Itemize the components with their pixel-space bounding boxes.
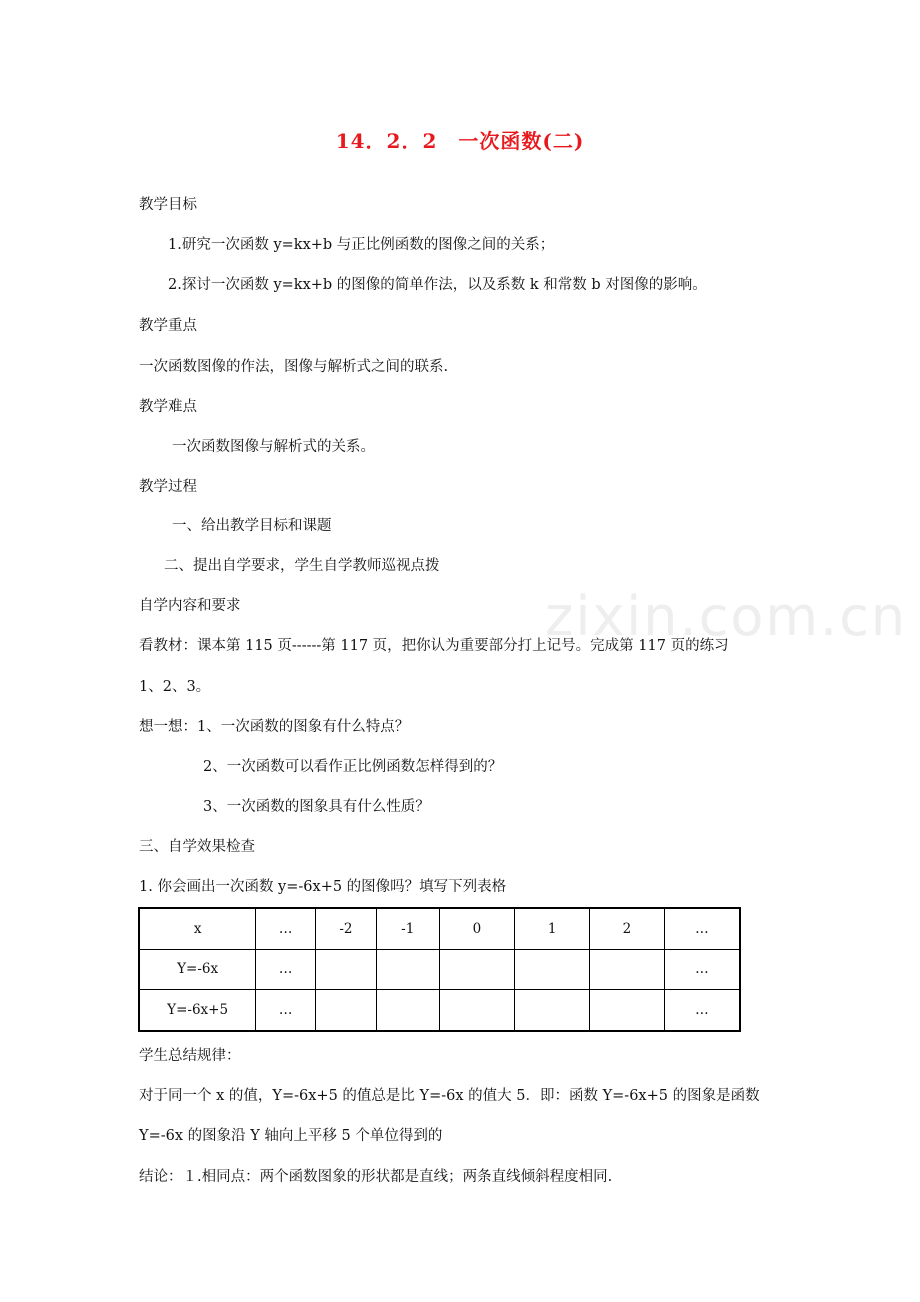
table-row (139, 908, 740, 949)
process-step-2: 二、提出自学要求，学生自学教师巡视点拨 (164, 558, 440, 574)
table-cell: … (256, 990, 316, 1031)
think-question-1: 想一想：1、一次函数的图象有什么特点？ (139, 719, 410, 735)
table-cell (316, 990, 377, 1031)
table-cell (439, 949, 515, 989)
value-table (138, 907, 741, 1032)
heading-process: 教学过程 (139, 479, 197, 495)
think-question-3: 3、一次函数的图象具有什么性质？ (203, 799, 430, 815)
table-cell: … (664, 949, 740, 989)
think-question-2: 2、一次函数可以看作正比例函数怎样得到的？ (203, 759, 503, 775)
table-cell: x (139, 908, 256, 949)
reading-task: 看教材：课本第 115 页------第 117 页，把你认为重要部分打上记号。完成第 117 页的练习 (139, 638, 729, 654)
table-cell: 2 (590, 908, 665, 949)
heading-check: 三、自学效果检查 (139, 839, 255, 855)
summary-text: 对于同一个 x 的值，Y=-6x+5 的值总是比 Y=-6x 的值大 5．即：函数 Y=-6x+5 的图象是函数 (139, 1088, 760, 1104)
objective-2: 2.探讨一次函数 y=kx+b 的图像的简单作法，以及系数 k 和常数 b 对图像的影响。 (168, 277, 707, 293)
conclusion-1: 结论：１.相同点：两个函数图象的形状都是直线；两条直线倾斜程度相同. (139, 1169, 613, 1185)
table-row (139, 949, 740, 989)
heading-key-points: 教学重点 (139, 318, 197, 334)
table-cell: Y=-6x+5 (139, 990, 256, 1031)
table-cell (439, 990, 515, 1031)
difficulties-text: 一次函数图像与解析式的关系。 (172, 439, 375, 455)
table-cell (590, 990, 665, 1031)
table-cell (590, 949, 665, 989)
table-cell: -1 (376, 908, 439, 949)
page-title: 14．2．2 一次函数(二) (335, 129, 585, 153)
table-cell (376, 949, 439, 989)
watermark: zixin.com.cn (545, 585, 908, 648)
table-cell: … (664, 908, 740, 949)
table-cell (316, 949, 377, 989)
reading-task-continued: 1、2、3。 (139, 679, 211, 695)
table-row (139, 990, 740, 1031)
table-cell: … (664, 990, 740, 1031)
table-cell: Y=-6x (139, 949, 256, 989)
self-study-heading: 自学内容和要求 (139, 598, 241, 614)
objective-1: 1.研究一次函数 y=kx+b 与正比例函数的图像之间的关系； (168, 237, 555, 253)
table-cell: … (256, 908, 316, 949)
table-cell: … (256, 949, 316, 989)
process-step-1: 一、给出教学目标和课题 (172, 518, 332, 534)
table-cell: -2 (316, 908, 377, 949)
table-cell (515, 949, 590, 989)
table-cell (376, 990, 439, 1031)
exercise-1: 1. 你会画出一次函数 y=-6x+5 的图像吗？填写下列表格 (139, 879, 507, 895)
summary-text-continued: Y=-6x 的图象沿 Y 轴向上平移 5 个单位得到的 (139, 1128, 443, 1144)
heading-difficulties: 教学难点 (139, 399, 197, 415)
summary-heading: 学生总结规律： (139, 1048, 241, 1064)
table-cell: 1 (515, 908, 590, 949)
heading-objectives: 教学目标 (139, 197, 197, 213)
key-points-text: 一次函数图像的作法，图像与解析式之间的联系. (139, 359, 449, 375)
table-cell (515, 990, 590, 1031)
table-cell: 0 (439, 908, 515, 949)
